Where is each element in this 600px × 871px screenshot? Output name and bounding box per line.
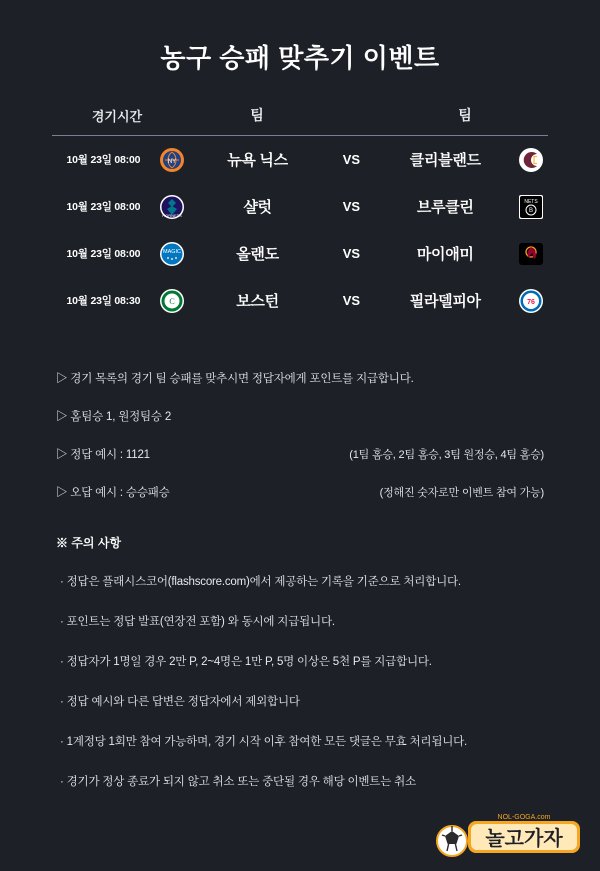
team2-name: 마이애미 <box>416 246 474 263</box>
caution-item: · 정답 예시와 다른 답변은 정답자에서 제외합니다 <box>60 696 300 708</box>
header-time: 경기시간 <box>91 108 143 124</box>
game-time: 10월 23일 08:30 <box>66 295 141 307</box>
game-time: 10월 23일 08:00 <box>66 201 141 213</box>
svg-text:76: 76 <box>527 298 536 306</box>
table-row <box>52 230 548 277</box>
knicks-logo <box>155 147 189 173</box>
svg-text:HORNETS: HORNETS <box>161 212 182 218</box>
caution-item: · 정답은 플래시스코어(flashscore.com)에서 제공하는 기록을 기준으로 처리합니다. <box>60 576 461 588</box>
note-item <box>56 446 544 462</box>
caution-item: · 정답자가 1명일 경우 2만 P, 2~4명은 1만 P, 5명 이상은 5천 P를 지급합니다. <box>60 656 432 668</box>
game-time: 10월 23일 08:00 <box>66 154 141 166</box>
note-right-text: (1팀 홈승, 2팀 홈승, 3팀 원정승, 4팀 홈승) <box>349 449 544 461</box>
svg-text:B: B <box>529 207 534 214</box>
note-text: ▷ 오답 예시 : 승승패승 <box>56 487 170 499</box>
team1-name: 올랜도 <box>236 246 279 263</box>
magic-logo <box>155 241 189 267</box>
note-item <box>56 484 544 500</box>
table-row <box>52 136 548 183</box>
heat-logo <box>514 241 548 267</box>
header-team2: 팀 <box>458 107 472 123</box>
note-text: ▷ 정답 예시 : 1121 <box>56 449 150 461</box>
caution-list <box>60 573 540 789</box>
page-title: 농구 승패 맞추기 이벤트 <box>160 43 440 73</box>
team2-name: 필라델피아 <box>409 293 481 310</box>
table-row <box>52 183 548 230</box>
svg-text:MAGIC: MAGIC <box>162 248 181 255</box>
hornets-logo <box>155 194 189 220</box>
svg-text:NETS: NETS <box>524 198 538 205</box>
note-text: ▷ 홈팀승 1, 원정팀승 2 <box>56 411 172 423</box>
vs-label: VS <box>342 152 361 167</box>
note-text: ▷ 경기 목록의 경기 팀 승패를 맞추시면 정답자에게 포인트를 지급합니다. <box>56 373 414 385</box>
vs-label: VS <box>342 199 361 214</box>
cavaliers-logo <box>514 147 548 173</box>
games-table <box>52 105 548 324</box>
game-time: 10월 23일 08:00 <box>66 248 141 260</box>
team1-name: 뉴욕 닉스 <box>227 152 288 169</box>
table-row <box>52 277 548 324</box>
svg-text:C: C <box>168 296 175 306</box>
note-item <box>56 370 544 386</box>
caution-item: · 경기가 정상 종료가 되지 않고 취소 또는 중단될 경우 해당 이벤트는 취소 <box>60 776 416 788</box>
notes-section <box>56 370 544 500</box>
team1-name: 샬럿 <box>243 199 272 216</box>
note-right-text: (정해진 숫자로만 이벤트 참여 가능) <box>379 487 544 499</box>
watermark-main-text: 놀고가자 <box>485 828 563 850</box>
sixers-logo <box>514 288 548 314</box>
team2-name: 브루클린 <box>416 199 474 216</box>
vs-label: VS <box>342 246 361 261</box>
vs-label: VS <box>342 293 361 308</box>
svg-text:NY: NY <box>167 158 176 165</box>
team2-name: 클리블랜드 <box>409 152 481 169</box>
note-item <box>56 408 544 424</box>
celtics-logo <box>155 288 189 314</box>
caution-item: · 1계정당 1회만 참여 가능하며, 경기 시작 이후 참여한 모든 댓글은 무효 처리됩니다. <box>60 736 468 748</box>
team1-name: 보스턴 <box>236 293 279 310</box>
nets-logo <box>514 194 548 220</box>
site-watermark-logo <box>430 807 590 863</box>
caution-item: · 포인트는 정답 발표(연장전 포함) 와 동시에 지급됩니다. <box>60 616 335 628</box>
watermark-top-text: NOL-GOGA.com <box>497 814 551 821</box>
header-team1: 팀 <box>250 107 264 123</box>
caution-title: ※ 주의 사항 <box>56 536 122 550</box>
table-header-row <box>52 105 548 136</box>
